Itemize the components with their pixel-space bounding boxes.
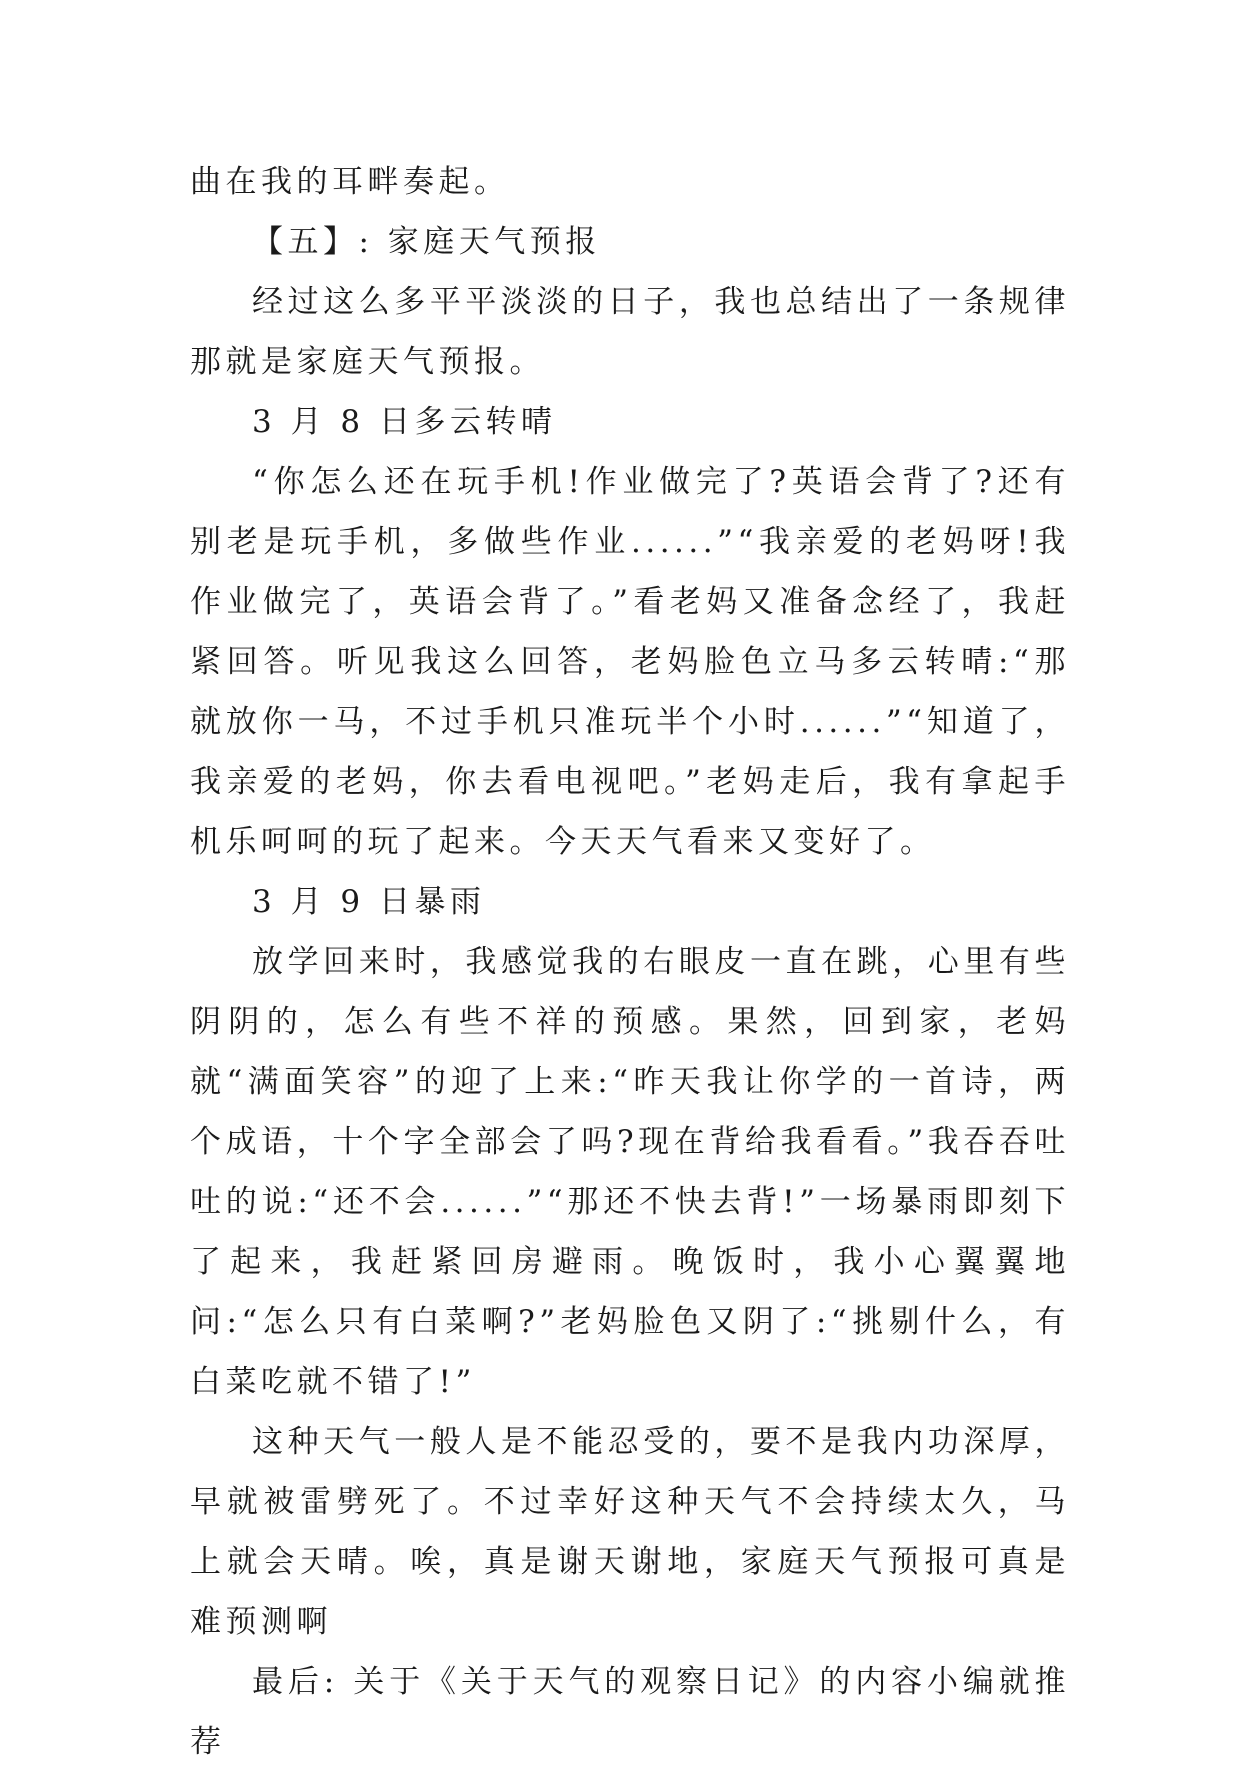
paragraph-closing: 最后: 关于《关于天气的观察日记》的内容小编就推荐 bbox=[190, 1664, 1070, 1760]
paragraph-reflection: 这种天气一般人是不能忍受的，要不是我内功深厚，早就被雷劈死了。不过幸好这种天气不会持续太久，马上就会天晴。唉，真是谢天谢地，家庭天气预报可真是难预测啊 bbox=[190, 1424, 1070, 1640]
section-heading-five: 【五】: 家庭天气预报 bbox=[252, 224, 601, 260]
diary-date-march-9: 3 月 9 日暴雨 bbox=[252, 884, 486, 920]
paragraph-march-8: “你怎么还在玩手机!作业做完了?英语会背了?还有别老是玩手机，多做些作业......”“我亲爱的老妈呀!我作业做完了，英语会背了。”看老妈又准备念经了，我赶紧回答。听见我这么回答，老妈脸色立马多云转晴:“那就放你一马，不过手机只准玩半个小时......”“知道了，我亲爱的老妈，你去看电视吧。”老妈走后，我有拿起手机乐呵呵的玩了起来。今天天气看来又变好了。 bbox=[190, 464, 1070, 860]
paragraph-intro: 经过这么多平平淡淡的日子，我也总结出了一条规律那就是家庭天气预报。 bbox=[190, 284, 1070, 380]
document-body bbox=[190, 152, 1070, 1772]
diary-date-march-8: 3 月 8 日多云转晴 bbox=[252, 404, 557, 440]
paragraph-continuation: 曲在我的耳畔奏起。 bbox=[190, 164, 510, 200]
paragraph-march-9: 放学回来时，我感觉我的右眼皮一直在跳，心里有些阴阴的，怎么有些不祥的预感。果然，回到家，老妈就“满面笑容”的迎了上来:“昨天我让你学的一首诗，两个成语，十个字全部会了吗?现在背给我看看。”我吞吞吐吐的说:“还不会......”“那还不快去背!”一场暴雨即刻下了起来，我赶紧回房避雨。晚饭时，我小心翼翼地问:“怎么只有白菜啊?”老妈脸色又阴了:“挑剔什么，有白菜吃就不错了!” bbox=[190, 944, 1070, 1400]
